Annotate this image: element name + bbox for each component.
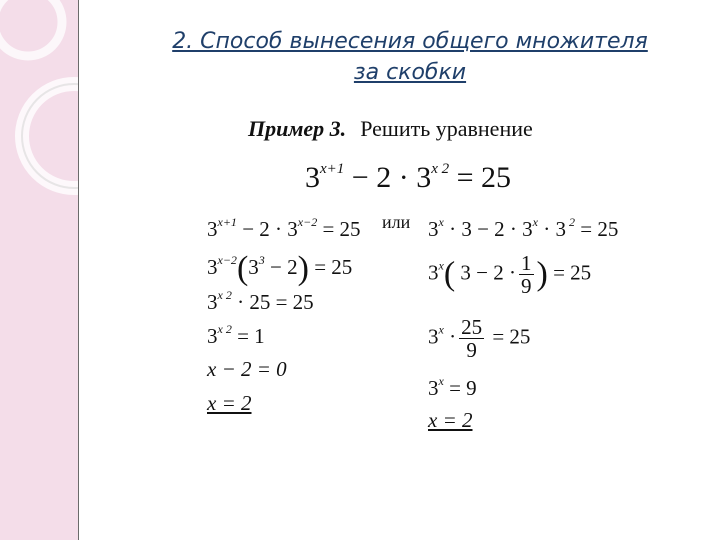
operator: − 2 · 3 bbox=[236, 217, 298, 241]
right-step-3 bbox=[428, 316, 530, 361]
right-step-2 bbox=[428, 252, 591, 297]
example-label: Пример 3. bbox=[248, 116, 347, 141]
numerator: 25 bbox=[461, 315, 483, 339]
operator: − 2 bbox=[264, 255, 298, 279]
slide-title bbox=[130, 26, 690, 88]
title-line-1: 2. Способ вынесения общего множителя bbox=[172, 29, 648, 54]
right-hand-side: = 25 bbox=[449, 161, 512, 194]
main-equation bbox=[305, 162, 511, 193]
left-step-5: x − 2 = 0 bbox=[207, 357, 287, 381]
term-exponent: x bbox=[532, 215, 538, 229]
problem-statement bbox=[248, 116, 533, 142]
left-step-4 bbox=[207, 323, 265, 347]
left-step-2 bbox=[207, 252, 352, 286]
term-exponent: 2 bbox=[566, 215, 575, 229]
operator: · 3 − 2 · 3 bbox=[443, 217, 533, 241]
denominator: 9 bbox=[521, 274, 532, 299]
fraction bbox=[519, 252, 534, 297]
term-base: 3 bbox=[428, 324, 439, 349]
term-base: 3 bbox=[207, 324, 218, 348]
term-base: 3 bbox=[207, 290, 218, 314]
term-base: 3 bbox=[428, 376, 439, 400]
term-base: 3 bbox=[428, 260, 439, 285]
right-hand-side: = 9 bbox=[443, 376, 477, 400]
term-base: 3 bbox=[428, 217, 439, 241]
operator: 3 − 2 · bbox=[460, 260, 516, 285]
left-step-3 bbox=[207, 289, 314, 313]
term-exponent: x 2 bbox=[431, 161, 450, 177]
fraction bbox=[459, 316, 484, 361]
term-exponent: x+1 bbox=[217, 215, 237, 229]
term-exponent: 3 bbox=[258, 253, 265, 267]
term-base: 3 bbox=[207, 217, 218, 241]
right-hand-side: = 25 bbox=[308, 255, 353, 279]
right-hand-side: = 25 bbox=[487, 324, 531, 349]
left-step-1 bbox=[207, 216, 361, 240]
right-step-4 bbox=[428, 375, 477, 399]
operator: · 3 bbox=[538, 217, 566, 241]
numerator: 1 bbox=[521, 251, 532, 275]
term-exponent: x bbox=[438, 215, 444, 229]
denominator: 9 bbox=[466, 338, 477, 363]
problem-text: Решить уравнение bbox=[360, 116, 533, 141]
term-base: 3 bbox=[207, 255, 218, 279]
term-exponent: x 2 bbox=[217, 288, 232, 302]
term-exponent: x bbox=[438, 322, 444, 337]
right-hand-side: = 25 bbox=[317, 217, 361, 241]
decorative-circles-graphic bbox=[0, 0, 78, 540]
decorative-sidebar bbox=[0, 0, 79, 540]
close-paren: ) bbox=[536, 255, 548, 293]
close-paren: ) bbox=[297, 250, 309, 287]
operator: · 25 = 25 bbox=[231, 290, 314, 314]
operator: − 2 · bbox=[344, 161, 417, 194]
right-hand-side: = 25 bbox=[547, 260, 592, 285]
right-hand-side: = 25 bbox=[575, 217, 619, 241]
term-exponent: x+1 bbox=[320, 161, 345, 177]
term-exponent: x bbox=[438, 258, 444, 273]
right-step-1 bbox=[428, 216, 618, 240]
term-base: 3 bbox=[305, 161, 320, 194]
term-base: 3 bbox=[416, 161, 432, 194]
term-exponent: x−2 bbox=[217, 253, 237, 267]
open-paren: ( bbox=[443, 255, 456, 293]
term-exponent: x−2 bbox=[297, 215, 318, 229]
open-paren: ( bbox=[236, 250, 249, 287]
or-word: или bbox=[382, 212, 411, 232]
title-line-2: за скобки bbox=[353, 60, 467, 85]
right-hand-side: = 1 bbox=[231, 324, 265, 348]
term-exponent: x 2 bbox=[217, 322, 232, 336]
operator: · bbox=[443, 324, 457, 349]
term-base: 3 bbox=[248, 255, 259, 279]
term-exponent: x bbox=[438, 374, 444, 388]
right-answer: x = 2 bbox=[428, 408, 473, 432]
left-answer: x = 2 bbox=[207, 391, 252, 415]
